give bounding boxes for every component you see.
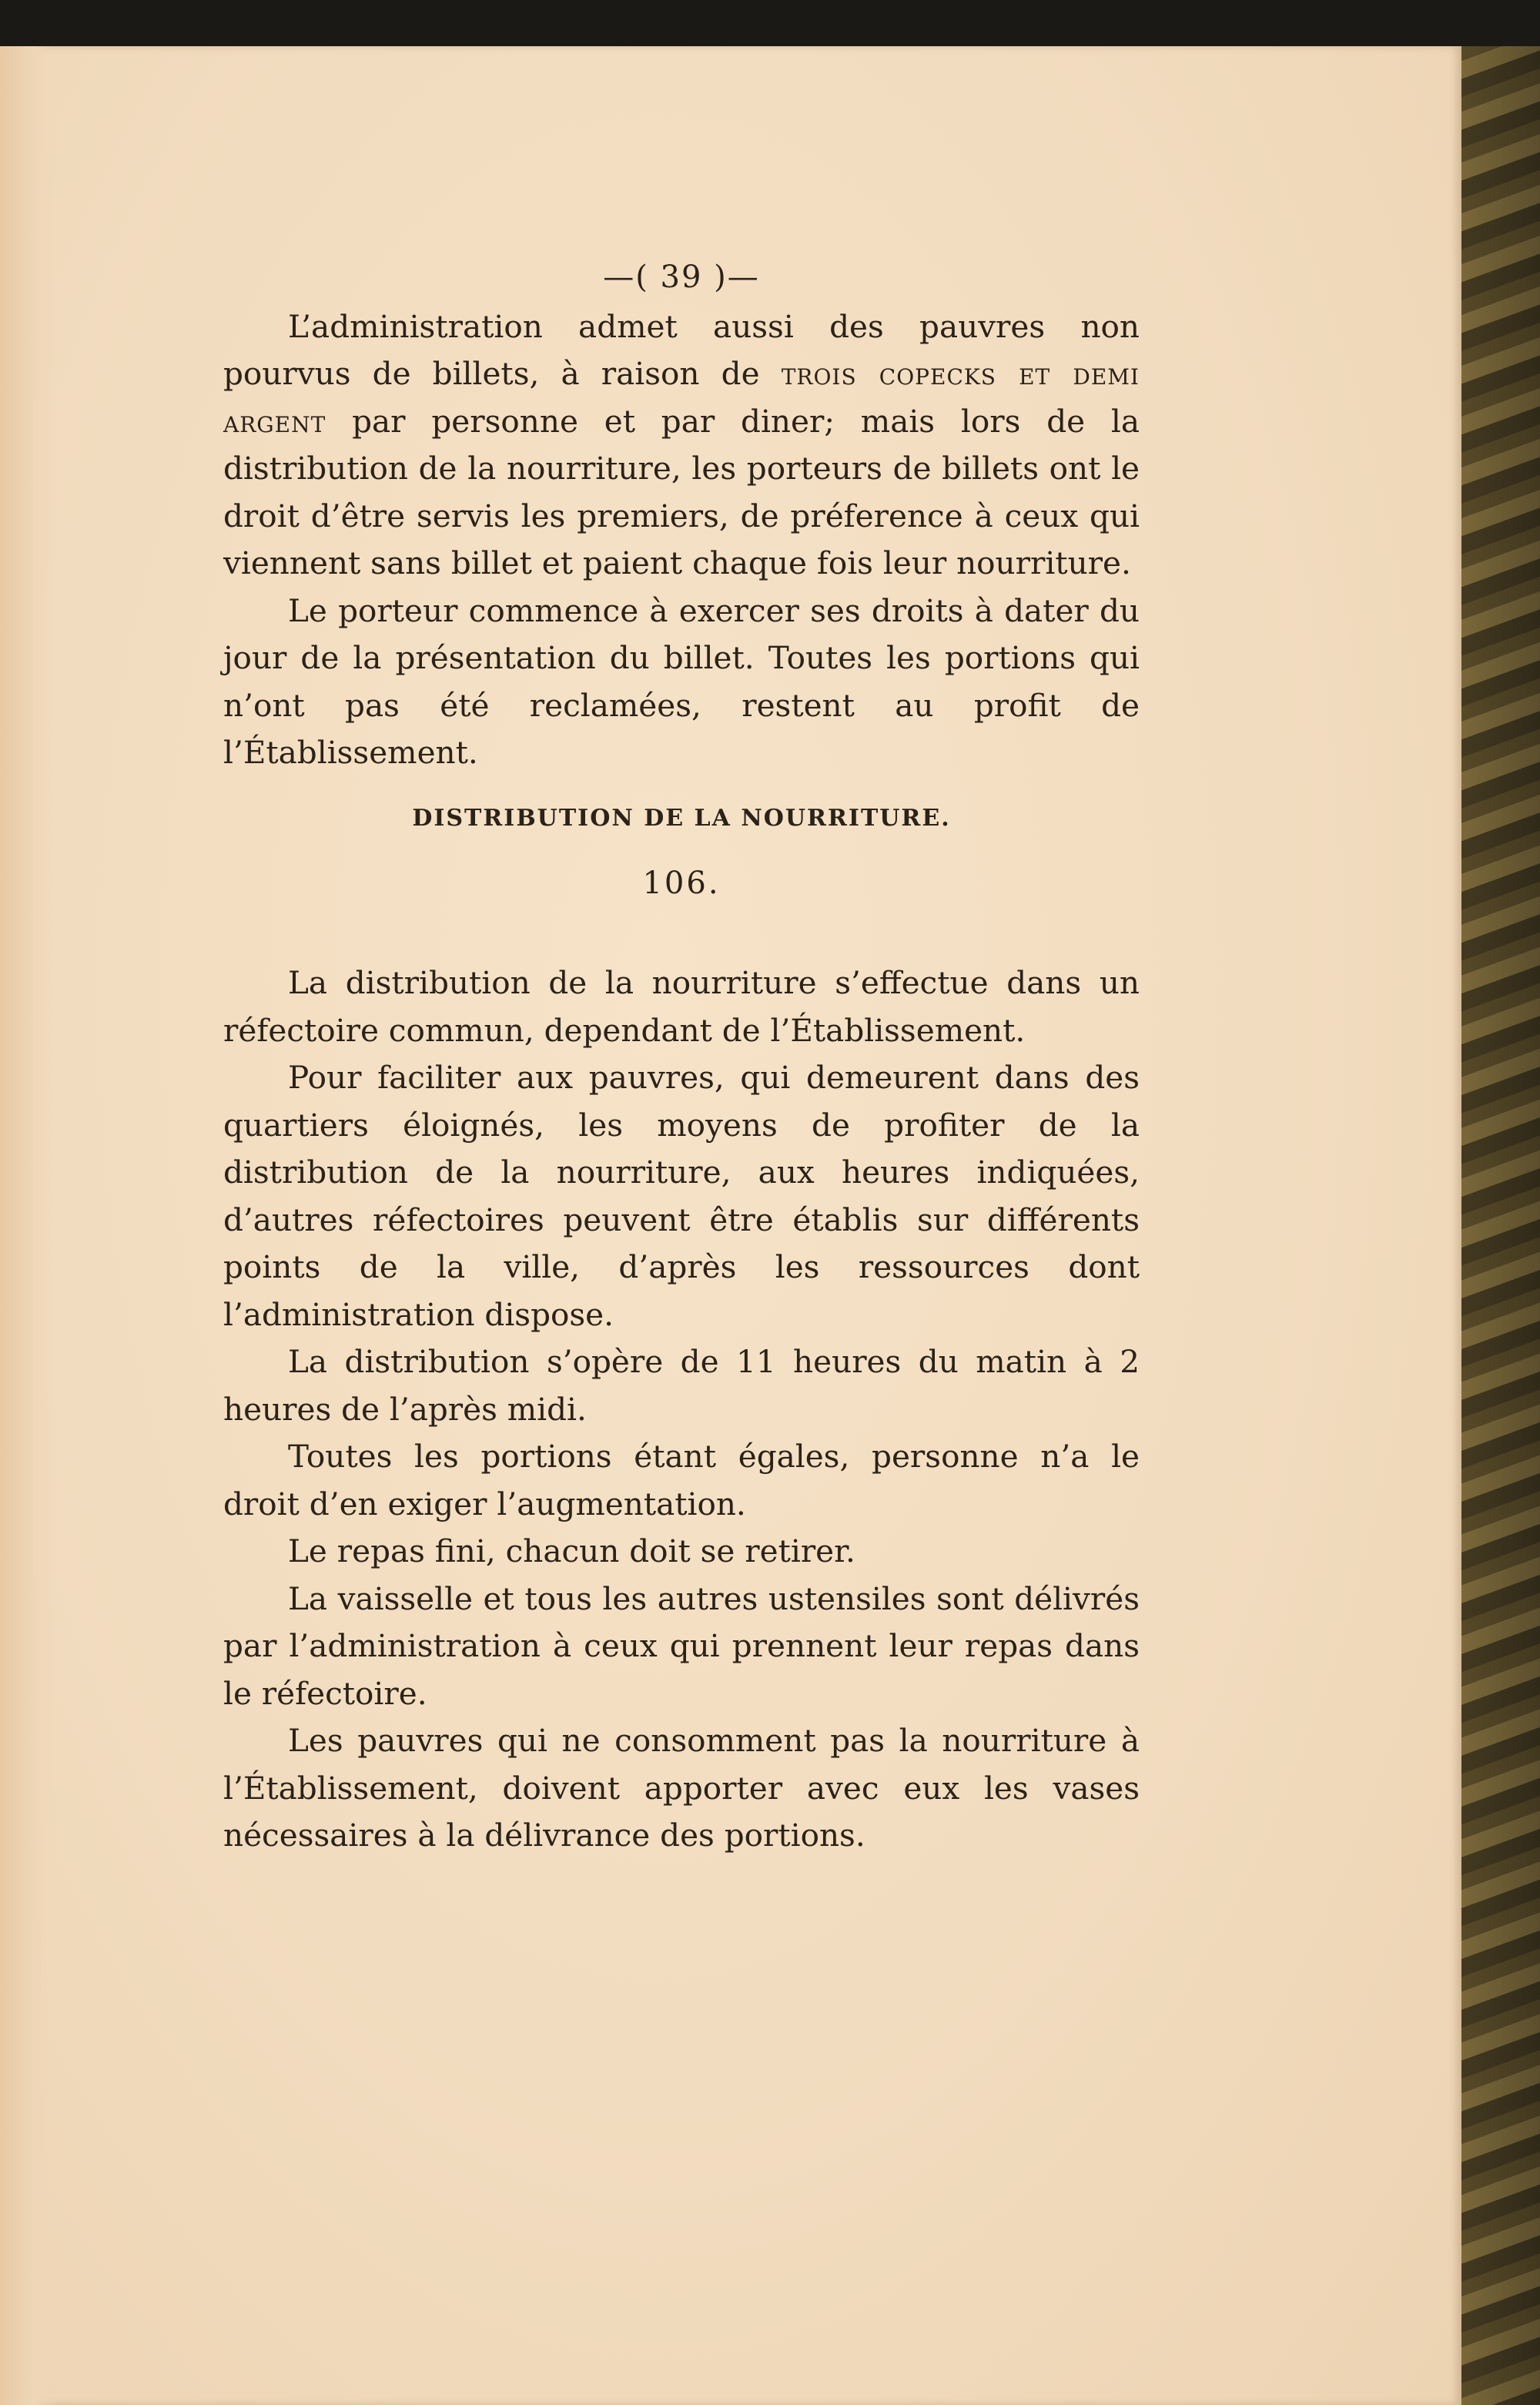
paragraph: Toutes les portions étant égales, personne n’a le droit d’en exiger l’augmentation.	[223, 1438, 1140, 1522]
paragraph: Pour faciliter aux pauvres, qui demeurent dans des quartiers éloignés, les moyens de profiter de la distribution de la nourriture, aux heures indiquées, d’autres réfectoires peuvent être établis sur différents points de la ville, d’après les ressources dont l’administration dispose.	[223, 1059, 1140, 1333]
paragraph-text: L’administration admet aussi des pauvres non pourvus de billets, à raison de	[223, 307, 1140, 392]
section-heading: DISTRIBUTION DE LA NOURRITURE.	[412, 804, 951, 832]
paragraph-text: par personne et par diner; mais lors de la distribution de la nourriture, les porteurs de billets ont le droit d’être servis les premiers, de préference à ceux qui viennent sans billet et paient chaque fois leur nourriture.	[223, 402, 1140, 581]
binding-edge	[0, 46, 55, 2405]
paragraph	[223, 303, 1140, 588]
small-caps-price: trois copecks et demi argent	[223, 355, 1140, 440]
paragraph: Le repas fini, chacun doit se retirer.	[288, 1532, 855, 1569]
page-text	[223, 254, 1140, 1860]
article-number: 106.	[642, 865, 721, 901]
marbled-cover-edge	[1461, 46, 1540, 2405]
paragraph: La distribution de la nourriture s’effectue dans un réfectoire commun, dependant de l’Établissement.	[223, 964, 1140, 1049]
paragraph: La distribution s’opère de 11 heures du matin à 2 heures de l’après midi.	[223, 1343, 1140, 1428]
page-number: —( 39 )—	[603, 260, 760, 295]
paragraph: La vaisselle et tous les autres ustensiles sont délivrés par l’administration à ceux qui prennent leur repas dans le réfectoire.	[223, 1579, 1140, 1712]
paragraph: Le porteur commence à exercer ses droits à dater du jour de la présentation du billet. Toutes les portions qui n’ont pas été reclamées, restent au profit de l’Établissement.	[223, 591, 1140, 771]
paragraph: Les pauvres qui ne consomment pas la nourriture à l’Établissement, doivent apporter avec eux les vases nécessaires à la délivrance des portions.	[223, 1722, 1140, 1854]
